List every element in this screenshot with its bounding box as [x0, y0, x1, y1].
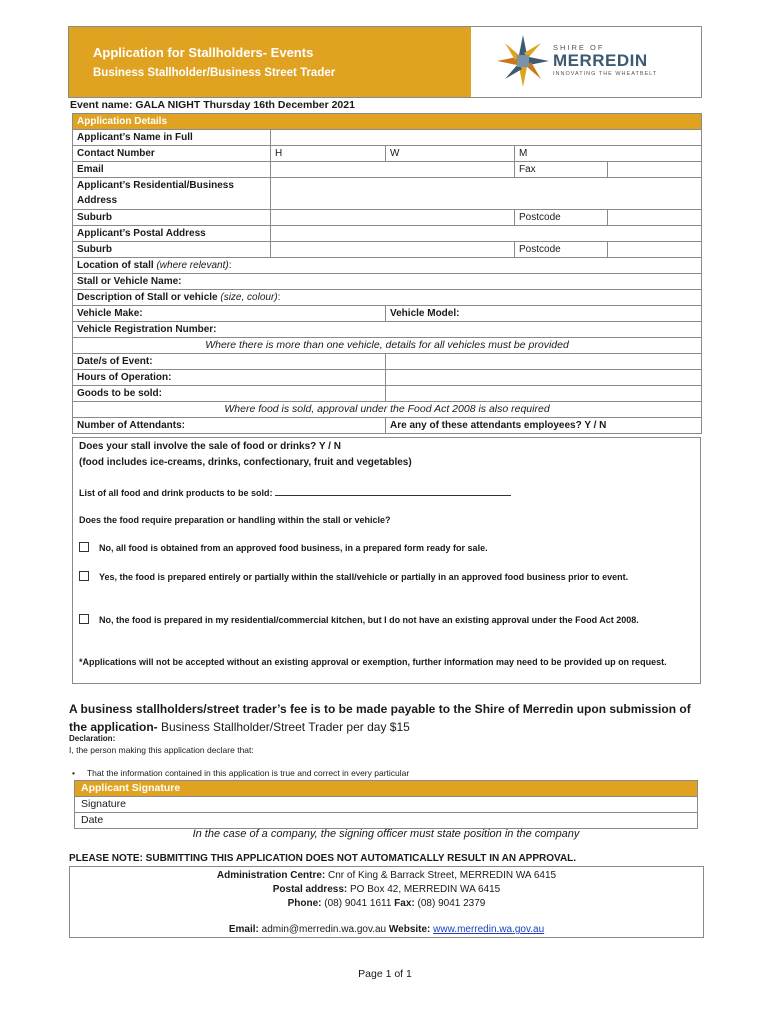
description-label: Description of Stall or vehicle [77, 292, 218, 303]
application-form-table [72, 113, 702, 434]
contact-box [69, 866, 704, 938]
postal-address-field[interactable] [271, 226, 702, 242]
food-prep-question: Does the food require preparation or handling within the stall or vehicle? [79, 515, 391, 525]
email-line [70, 923, 703, 937]
website-label: Website: [388, 924, 431, 935]
food-question-note: (food includes ice-creams, drinks, confectionary, fruit and vegetables) [79, 457, 412, 468]
location-label: Location of stall [77, 260, 154, 271]
stall-name-label: Stall or Vehicle Name: [77, 276, 182, 287]
fee-rate-text: Business Stallholder/Street Trader per day $15 [157, 720, 410, 734]
vehicle-rego-label: Vehicle Registration Number: [77, 324, 217, 335]
signature-note: In the case of a company, the signing officer must state position in the company [192, 828, 580, 840]
stall-name-row[interactable] [73, 274, 702, 290]
checkbox-option-2[interactable] [79, 571, 89, 581]
phone-label: Phone: [287, 898, 322, 909]
address-label [73, 178, 271, 210]
postal-postcode-field[interactable] [608, 242, 702, 258]
food-option-3[interactable] [79, 614, 694, 627]
goods-label: Goods to be sold: [73, 386, 386, 402]
postal-suburb-field[interactable] [271, 242, 515, 258]
dates-field[interactable] [386, 354, 702, 370]
food-option-2[interactable] [79, 571, 694, 584]
phone-h-label: H [275, 148, 283, 159]
fee-bold-text: A business stallholders/street trader’s fee is to be made payable to the Shire of Merredin upon submission of the application- [69, 702, 691, 734]
address-label-line1: Applicant’s Residential/Business [77, 180, 234, 191]
form-title: Application for Stallholders- Events [93, 45, 314, 60]
description-row[interactable] [73, 290, 702, 306]
postal-value: PO Box 42, MERREDIN WA 6415 [347, 884, 501, 895]
applicant-name-label: Applicant’s Name in Full [73, 130, 271, 146]
header-banner [69, 27, 471, 97]
postal-suburb-label: Suburb [73, 242, 271, 258]
declaration-text: I, the person making this application declare that: [69, 745, 254, 755]
vehicle-rego-row[interactable] [73, 322, 702, 338]
email-value: admin@merredin.wa.gov.au [258, 924, 389, 935]
signature-field[interactable] [75, 797, 698, 813]
event-name: Event name: GALA NIGHT Thursday 16th December 2021 [70, 99, 355, 111]
checkbox-option-3[interactable] [79, 614, 89, 624]
hours-label: Hours of Operation: [73, 370, 386, 386]
location-hint: (where relevant) [156, 260, 229, 271]
postal-postcode-label: Postcode [515, 242, 608, 258]
phone-mobile-field[interactable] [515, 146, 702, 162]
applicant-name-field[interactable] [271, 130, 702, 146]
vehicle-model-row[interactable] [386, 306, 702, 322]
admin-label: Administration Centre: [216, 870, 326, 881]
page-number: Page 1 of 1 [358, 968, 412, 980]
signature-table [74, 780, 698, 829]
vehicle-model-label: Vehicle Model: [390, 308, 460, 319]
phone-home-field[interactable] [271, 146, 386, 162]
form-header [68, 26, 702, 98]
form-subtitle: Business Stallholder/Business Street Trader [93, 67, 336, 79]
food-list-row[interactable] [79, 486, 694, 500]
address-field[interactable] [271, 178, 702, 210]
vehicle-make-label: Vehicle Make: [77, 308, 143, 319]
declaration-bullet [72, 768, 409, 778]
declaration-bullet-text: That the information contained in this application is true and correct in every particular [86, 768, 410, 778]
signature-title: Applicant Signature [75, 781, 698, 797]
website-link[interactable]: www.merredin.wa.gov.au [433, 924, 545, 935]
date-label: Date [81, 814, 104, 826]
vehicle-make-row[interactable] [73, 306, 386, 322]
fax-value: (08) 9041 2379 [414, 898, 486, 909]
fee-statement [69, 700, 709, 736]
phone-w-label: W [390, 148, 400, 159]
logo-tagline: INNOVATING THE WHEATBELT [553, 71, 658, 77]
phone-m-label: M [519, 148, 528, 159]
vehicle-note: Where there is more than one vehicle, details for all vehicles must be provided [73, 338, 702, 354]
approval-warning: *Applications will not be accepted without an existing approval or exemption, further information may need to be provided up on request. [79, 657, 667, 667]
declaration-heading: Declaration: [69, 734, 116, 743]
postal-line [70, 883, 703, 897]
section-title: Application Details [73, 114, 702, 130]
food-act-note: Where food is sold, approval under the Food Act 2008 is also required [73, 402, 702, 418]
hours-field[interactable] [386, 370, 702, 386]
location-row[interactable] [73, 258, 702, 274]
shire-logo [495, 31, 695, 93]
postal-label: Postal address: [272, 884, 348, 895]
admin-line [70, 869, 703, 883]
attendants-row[interactable] [73, 418, 386, 434]
food-section [72, 437, 701, 684]
food-option-1-text: No, all food is obtained from an approved food business, in a prepared form ready for sale. [99, 543, 488, 553]
description-colon: : [277, 292, 281, 303]
food-list-line[interactable] [275, 486, 511, 496]
food-option-2-text: Yes, the food is prepared entirely or partially within the stall/vehicle or partially in an approved food business prior to event. [99, 572, 629, 582]
date-field[interactable] [75, 813, 698, 829]
logo-shire-text: SHIRE OF [553, 43, 605, 52]
employees-question[interactable]: Are any of these attendants employees? Y / N [386, 418, 702, 434]
bullet-icon: • [72, 768, 75, 778]
email-label: Email [73, 162, 271, 178]
address-label-line2: Address [77, 195, 118, 206]
logo-name-text: MERREDIN [553, 51, 648, 70]
please-note: PLEASE NOTE: SUBMITTING THIS APPLICATION DOES NOT AUTOMATICALLY RESULT IN AN APPROVAL. [69, 853, 577, 864]
suburb-label: Suburb [73, 210, 271, 226]
admin-value: Cnr of King & Barrack Street, MERREDIN WA 6415 [325, 870, 557, 881]
phone-line [70, 897, 703, 911]
fax-field[interactable] [608, 162, 702, 178]
location-colon: : [228, 260, 232, 271]
email-contact-label: Email: [228, 924, 259, 935]
fax-label: Fax [515, 162, 608, 178]
goods-field[interactable] [386, 386, 702, 402]
food-list-label: List of all food and drink products to be sold: [79, 488, 273, 498]
food-option-1[interactable] [79, 542, 694, 555]
suburb-field[interactable] [271, 210, 515, 226]
food-question[interactable]: Does your stall involve the sale of food or drinks? Y / N [79, 441, 341, 452]
checkbox-option-1[interactable] [79, 542, 89, 552]
fax-contact-label: Fax: [394, 898, 415, 909]
postcode-label: Postcode [515, 210, 608, 226]
wheat-star-icon [495, 33, 551, 89]
postal-address-label: Applicant’s Postal Address [73, 226, 271, 242]
postcode-field[interactable] [608, 210, 702, 226]
description-hint: (size, colour) [220, 292, 278, 303]
dates-label: Date/s of Event: [73, 354, 386, 370]
email-field[interactable] [271, 162, 515, 178]
food-option-3-text: No, the food is prepared in my residential/commercial kitchen, but I do not have an existing approval under the Food Act 2008. [99, 615, 639, 625]
contact-number-label: Contact Number [73, 146, 271, 162]
signature-label: Signature [81, 798, 126, 810]
phone-value: (08) 9041 1611 [321, 898, 395, 909]
phone-work-field[interactable] [386, 146, 515, 162]
attendants-label: Number of Attendants: [77, 420, 185, 431]
